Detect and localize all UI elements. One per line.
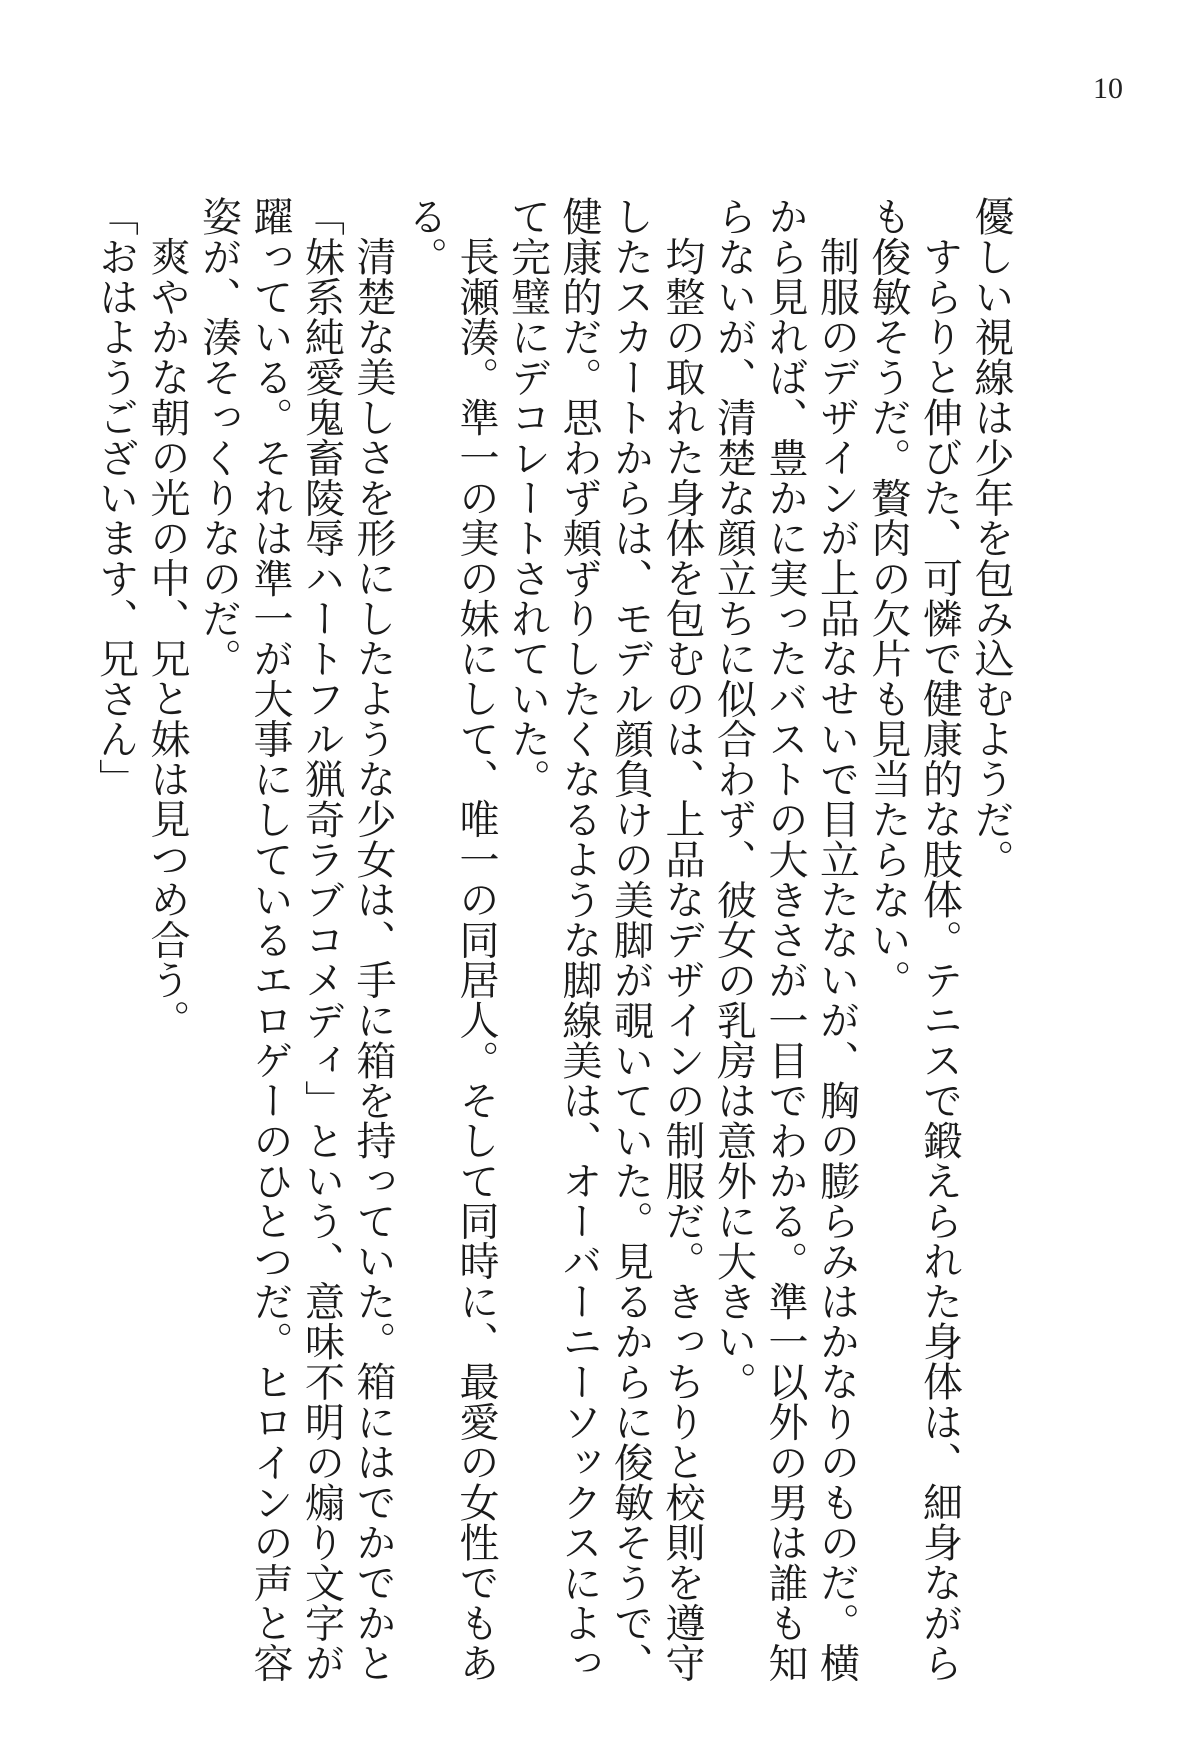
novel-body-text [89,196,1016,1701]
paragraph-5: 長瀬湊。準一の実の妹にして、唯一の同居人。そして同時に、最愛の女性でもある。 [401,196,499,1683]
paragraph-2: すらりと伸びた、可憐で健康的な肢体。テニスで鍛えられた身体は、細身ながらも俊敏そうだ。贅肉の欠片も見当たらない。 [865,196,963,1683]
paragraph-6: 清楚な美しさを形にしたような少女は、手に箱を持っていた。箱にはでかでかと「妹系純愛鬼畜陵辱ハートフル猟奇ラブコメディ」という、意味不明の煽り文字が躍っている。それは準一が大事にしているエロゲーのひとつだ。ヒロインの声と容姿が、湊そっくりなのだ。 [195,196,396,1683]
paragraph-1: 優しい視線は少年を包み込むようだ。 [968,196,1014,880]
paragraph-4: 均整の取れた身体を包むのは、上品なデザインの制服だ。きっちりと校則を遵守したスカートからは、モデル顔負けの美脚が覗いていた。見るからに俊敏そうで、健康的だ。思わず頬ずりしたくなるような脚線美は、オーバーニーソックスによって完璧にデコレートされていた。 [504,196,705,1683]
paragraph-3: 制服のデザインが上品なせいで目立たないが、胸の膨らみはかなりのものだ。横から見れば、豊かに実ったバストの大きさが一目でわかる。準一以外の男は誰も知らないが、清楚な顔立ちに似合わず、彼女の乳房は意外に大きい。 [710,196,860,1683]
paragraph-7: 爽やかな朝の光の中、兄と妹は見つめ合う。 [144,236,190,1040]
paragraph-8-dialogue: 「おはようございます、兄さん」 [92,196,139,799]
page-number: 10 [1093,72,1123,105]
